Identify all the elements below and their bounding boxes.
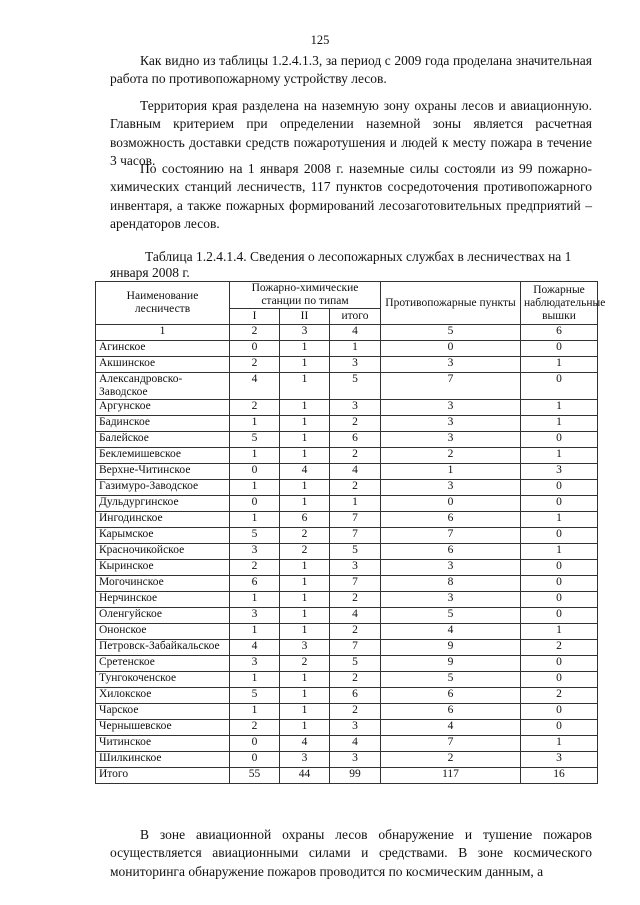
value-cell: 7 — [381, 528, 521, 544]
value-cell: 1 — [230, 592, 280, 608]
value-cell: 3 — [521, 752, 598, 768]
forestry-name-cell: Хилокское — [96, 688, 230, 704]
value-cell: 1 — [521, 736, 598, 752]
paragraph-3 — [110, 160, 592, 234]
table-row — [96, 736, 598, 752]
paragraph-2-text: Территория края разделена на наземную зону охраны лесов и авиационную. Главным критерием при определении наземной зоны является расчетная возможность доставки средств пожаротушения и людей к месту пожара в течение 3 часов. — [110, 98, 592, 169]
value-cell: 1 — [330, 496, 381, 512]
value-cell: 2 — [230, 357, 280, 373]
table-row — [96, 373, 598, 400]
forestry-name-cell: Шилкинское — [96, 752, 230, 768]
value-cell: 5 — [230, 432, 280, 448]
value-cell: 3 — [381, 432, 521, 448]
value-cell: 2 — [230, 560, 280, 576]
forestry-name-cell: Беклемишевское — [96, 448, 230, 464]
table-row — [96, 341, 598, 357]
value-cell: 3 — [230, 656, 280, 672]
header-pcs-total: итого — [330, 309, 381, 325]
forestry-name-cell: Балейское — [96, 432, 230, 448]
forestry-name-cell: Аргунское — [96, 400, 230, 416]
value-cell: 0 — [521, 720, 598, 736]
forestry-name-cell: Красночикойское — [96, 544, 230, 560]
value-cell: 3 — [280, 752, 330, 768]
value-cell: 1 — [280, 704, 330, 720]
value-cell: 1 — [230, 512, 280, 528]
header-name: Наименование лесничеств — [96, 282, 230, 325]
value-cell: 0 — [230, 464, 280, 480]
table-row — [96, 544, 598, 560]
value-cell: 4 — [381, 720, 521, 736]
value-cell: 1 — [521, 357, 598, 373]
header-points: Противопожарные пункты — [381, 282, 521, 325]
value-cell: 3 — [381, 416, 521, 432]
forestry-name-cell: Акшинское — [96, 357, 230, 373]
table-row — [96, 432, 598, 448]
table-row — [96, 576, 598, 592]
value-cell: 1 — [381, 464, 521, 480]
value-cell: 7 — [330, 512, 381, 528]
value-cell: 9 — [381, 640, 521, 656]
value-cell: 3 — [381, 400, 521, 416]
forestry-name-cell: Александровско-Заводское — [96, 373, 230, 400]
forestry-name-cell: Верхне-Читинское — [96, 464, 230, 480]
value-cell: 0 — [521, 656, 598, 672]
value-cell: 99 — [330, 768, 381, 784]
table-caption — [110, 249, 592, 281]
value-cell: 1 — [280, 448, 330, 464]
value-cell: 3 — [381, 592, 521, 608]
value-cell: 1 — [230, 480, 280, 496]
table-row — [96, 704, 598, 720]
value-cell: 2 — [280, 544, 330, 560]
value-cell: 1 — [280, 373, 330, 400]
value-cell: 6 — [330, 432, 381, 448]
page-number: 125 — [310, 33, 330, 47]
value-cell: 1 — [521, 416, 598, 432]
forestry-name-cell: Ононское — [96, 624, 230, 640]
fire-services-table — [95, 281, 606, 784]
value-cell: 1 — [280, 672, 330, 688]
value-cell: 3 — [330, 560, 381, 576]
column-number-cell: 3 — [280, 325, 330, 341]
value-cell: 1 — [280, 576, 330, 592]
column-number-cell: 6 — [521, 325, 598, 341]
forestry-name-cell: Чарское — [96, 704, 230, 720]
value-cell: 4 — [280, 736, 330, 752]
value-cell: 0 — [521, 576, 598, 592]
value-cell: 0 — [381, 496, 521, 512]
value-cell: 1 — [280, 341, 330, 357]
paragraph-3-text: По состоянию на 1 января 2008 г. наземные силы состояли из 99 пожарно-химических станций лесничеств, 117 пунктов сосредоточения противопожарного инвентаря, а также пожарных формирований лесозаготовительных предприятий – арендаторов лесов. — [110, 161, 592, 232]
table-row — [96, 768, 598, 784]
value-cell: 4 — [230, 640, 280, 656]
table-row — [96, 608, 598, 624]
value-cell: 16 — [521, 768, 598, 784]
value-cell: 0 — [230, 736, 280, 752]
value-cell: 1 — [280, 592, 330, 608]
table-row — [96, 720, 598, 736]
table-row — [96, 400, 598, 416]
value-cell: 2 — [330, 480, 381, 496]
value-cell: 0 — [521, 592, 598, 608]
value-cell: 3 — [381, 560, 521, 576]
value-cell: 1 — [230, 672, 280, 688]
value-cell: 5 — [330, 544, 381, 560]
value-cell: 6 — [381, 704, 521, 720]
value-cell: 55 — [230, 768, 280, 784]
forestry-name-cell: Сретенское — [96, 656, 230, 672]
forestry-name-cell: Газимуро-Заводское — [96, 480, 230, 496]
value-cell: 4 — [330, 736, 381, 752]
value-cell: 1 — [280, 416, 330, 432]
table-row — [96, 688, 598, 704]
value-cell: 0 — [521, 373, 598, 400]
value-cell: 5 — [230, 688, 280, 704]
column-number-row — [96, 325, 598, 341]
forestry-name-cell: Петровск-Забайкальское — [96, 640, 230, 656]
column-number-cell: 5 — [381, 325, 521, 341]
value-cell: 2 — [230, 400, 280, 416]
value-cell: 9 — [381, 656, 521, 672]
table-row — [96, 357, 598, 373]
value-cell: 0 — [230, 752, 280, 768]
value-cell: 0 — [230, 341, 280, 357]
table-row — [96, 464, 598, 480]
value-cell: 0 — [521, 560, 598, 576]
value-cell: 1 — [230, 416, 280, 432]
value-cell: 6 — [280, 512, 330, 528]
value-cell: 117 — [381, 768, 521, 784]
forestry-name-cell: Карымское — [96, 528, 230, 544]
table-row — [96, 512, 598, 528]
value-cell: 0 — [381, 341, 521, 357]
value-cell: 0 — [521, 608, 598, 624]
header-pcs: Пожарно-химические станции по типам — [230, 282, 381, 309]
value-cell: 3 — [230, 608, 280, 624]
value-cell: 4 — [280, 464, 330, 480]
forestry-name-cell: Чернышевское — [96, 720, 230, 736]
value-cell: 5 — [381, 672, 521, 688]
value-cell: 1 — [230, 624, 280, 640]
value-cell: 1 — [280, 400, 330, 416]
value-cell: 1 — [280, 357, 330, 373]
value-cell: 0 — [521, 341, 598, 357]
forestry-name-cell: Агинское — [96, 341, 230, 357]
forestry-name-cell: Итого — [96, 768, 230, 784]
forestry-name-cell: Читинское — [96, 736, 230, 752]
forestry-name-cell: Могочинское — [96, 576, 230, 592]
value-cell: 7 — [381, 373, 521, 400]
value-cell: 4 — [330, 464, 381, 480]
value-cell: 1 — [280, 560, 330, 576]
value-cell: 2 — [330, 592, 381, 608]
value-cell: 0 — [521, 432, 598, 448]
value-cell: 5 — [330, 373, 381, 400]
forestry-name-cell: Ингодинское — [96, 512, 230, 528]
value-cell: 1 — [280, 496, 330, 512]
value-cell: 6 — [330, 688, 381, 704]
table-caption-text: Таблица 1.2.4.1.4. Сведения о лесопожарных службах в лесничествах на 1 января 2008 г. — [110, 249, 572, 280]
value-cell: 1 — [230, 704, 280, 720]
value-cell: 5 — [381, 608, 521, 624]
value-cell: 6 — [381, 512, 521, 528]
value-cell: 7 — [330, 528, 381, 544]
value-cell: 1 — [521, 448, 598, 464]
bottom-paragraph-text: В зоне авиационной охраны лесов обнаружение и тушение пожаров осуществляется авиационными силами и средствами. В зоне космического мониторинга обнаружение пожаров проводится по космическим данным, а — [110, 827, 592, 879]
value-cell: 2 — [330, 624, 381, 640]
value-cell: 3 — [280, 640, 330, 656]
value-cell: 0 — [230, 496, 280, 512]
value-cell: 4 — [230, 373, 280, 400]
forestry-name-cell: Бадинское — [96, 416, 230, 432]
value-cell: 6 — [381, 544, 521, 560]
value-cell: 2 — [330, 672, 381, 688]
value-cell: 7 — [330, 576, 381, 592]
value-cell: 7 — [330, 640, 381, 656]
value-cell: 7 — [381, 736, 521, 752]
value-cell: 2 — [330, 704, 381, 720]
value-cell: 44 — [280, 768, 330, 784]
value-cell: 1 — [521, 544, 598, 560]
header-pcs-i: I — [230, 309, 280, 325]
forestry-name-cell: Тунгокоченское — [96, 672, 230, 688]
value-cell: 2 — [381, 752, 521, 768]
forestry-name-cell: Кыринское — [96, 560, 230, 576]
value-cell: 4 — [381, 624, 521, 640]
table-row — [96, 528, 598, 544]
table-row — [96, 448, 598, 464]
bottom-paragraph — [110, 826, 592, 881]
value-cell: 5 — [230, 528, 280, 544]
table-row — [96, 560, 598, 576]
value-cell: 0 — [521, 480, 598, 496]
value-cell: 0 — [521, 496, 598, 512]
value-cell: 2 — [521, 640, 598, 656]
header-pcs-ii: II — [280, 309, 330, 325]
value-cell: 1 — [330, 341, 381, 357]
value-cell: 3 — [330, 400, 381, 416]
value-cell: 2 — [330, 448, 381, 464]
value-cell: 1 — [280, 432, 330, 448]
value-cell: 5 — [330, 656, 381, 672]
table-row — [96, 752, 598, 768]
value-cell: 1 — [230, 448, 280, 464]
table-row — [96, 640, 598, 656]
paragraph-1 — [110, 52, 592, 89]
value-cell: 3 — [521, 464, 598, 480]
value-cell: 1 — [280, 688, 330, 704]
forestry-name-cell: Оленгуйское — [96, 608, 230, 624]
paragraph-1-text: Как видно из таблицы 1.2.4.1.3, за период с 2009 года проделана значительная работа по противопожарному устройству лесов. — [110, 53, 592, 87]
value-cell: 3 — [330, 752, 381, 768]
value-cell: 1 — [521, 624, 598, 640]
table-row — [96, 672, 598, 688]
value-cell: 6 — [230, 576, 280, 592]
value-cell: 3 — [330, 357, 381, 373]
value-cell: 3 — [381, 357, 521, 373]
value-cell: 8 — [381, 576, 521, 592]
column-number-cell: 2 — [230, 325, 280, 341]
value-cell: 3 — [330, 720, 381, 736]
table-body — [96, 341, 598, 784]
table-row — [96, 656, 598, 672]
value-cell: 6 — [381, 688, 521, 704]
value-cell: 0 — [521, 672, 598, 688]
table-row — [96, 624, 598, 640]
value-cell: 0 — [521, 704, 598, 720]
value-cell: 3 — [381, 480, 521, 496]
value-cell: 0 — [521, 528, 598, 544]
table-row — [96, 480, 598, 496]
forestry-name-cell: Дульдургинское — [96, 496, 230, 512]
value-cell: 1 — [280, 720, 330, 736]
header-towers: Пожарные наблюдательные вышки — [521, 282, 598, 325]
value-cell: 1 — [280, 480, 330, 496]
value-cell: 1 — [280, 608, 330, 624]
value-cell: 2 — [381, 448, 521, 464]
value-cell: 3 — [230, 544, 280, 560]
value-cell: 1 — [521, 400, 598, 416]
column-number-cell: 4 — [330, 325, 381, 341]
value-cell: 4 — [330, 608, 381, 624]
value-cell: 1 — [280, 624, 330, 640]
value-cell: 2 — [330, 416, 381, 432]
forestry-name-cell: Нерчинское — [96, 592, 230, 608]
table-row — [96, 592, 598, 608]
value-cell: 2 — [280, 656, 330, 672]
table-row — [96, 416, 598, 432]
value-cell: 1 — [521, 512, 598, 528]
value-cell: 2 — [521, 688, 598, 704]
table-row — [96, 496, 598, 512]
column-number-cell: 1 — [96, 325, 230, 341]
value-cell: 2 — [280, 528, 330, 544]
value-cell: 2 — [230, 720, 280, 736]
